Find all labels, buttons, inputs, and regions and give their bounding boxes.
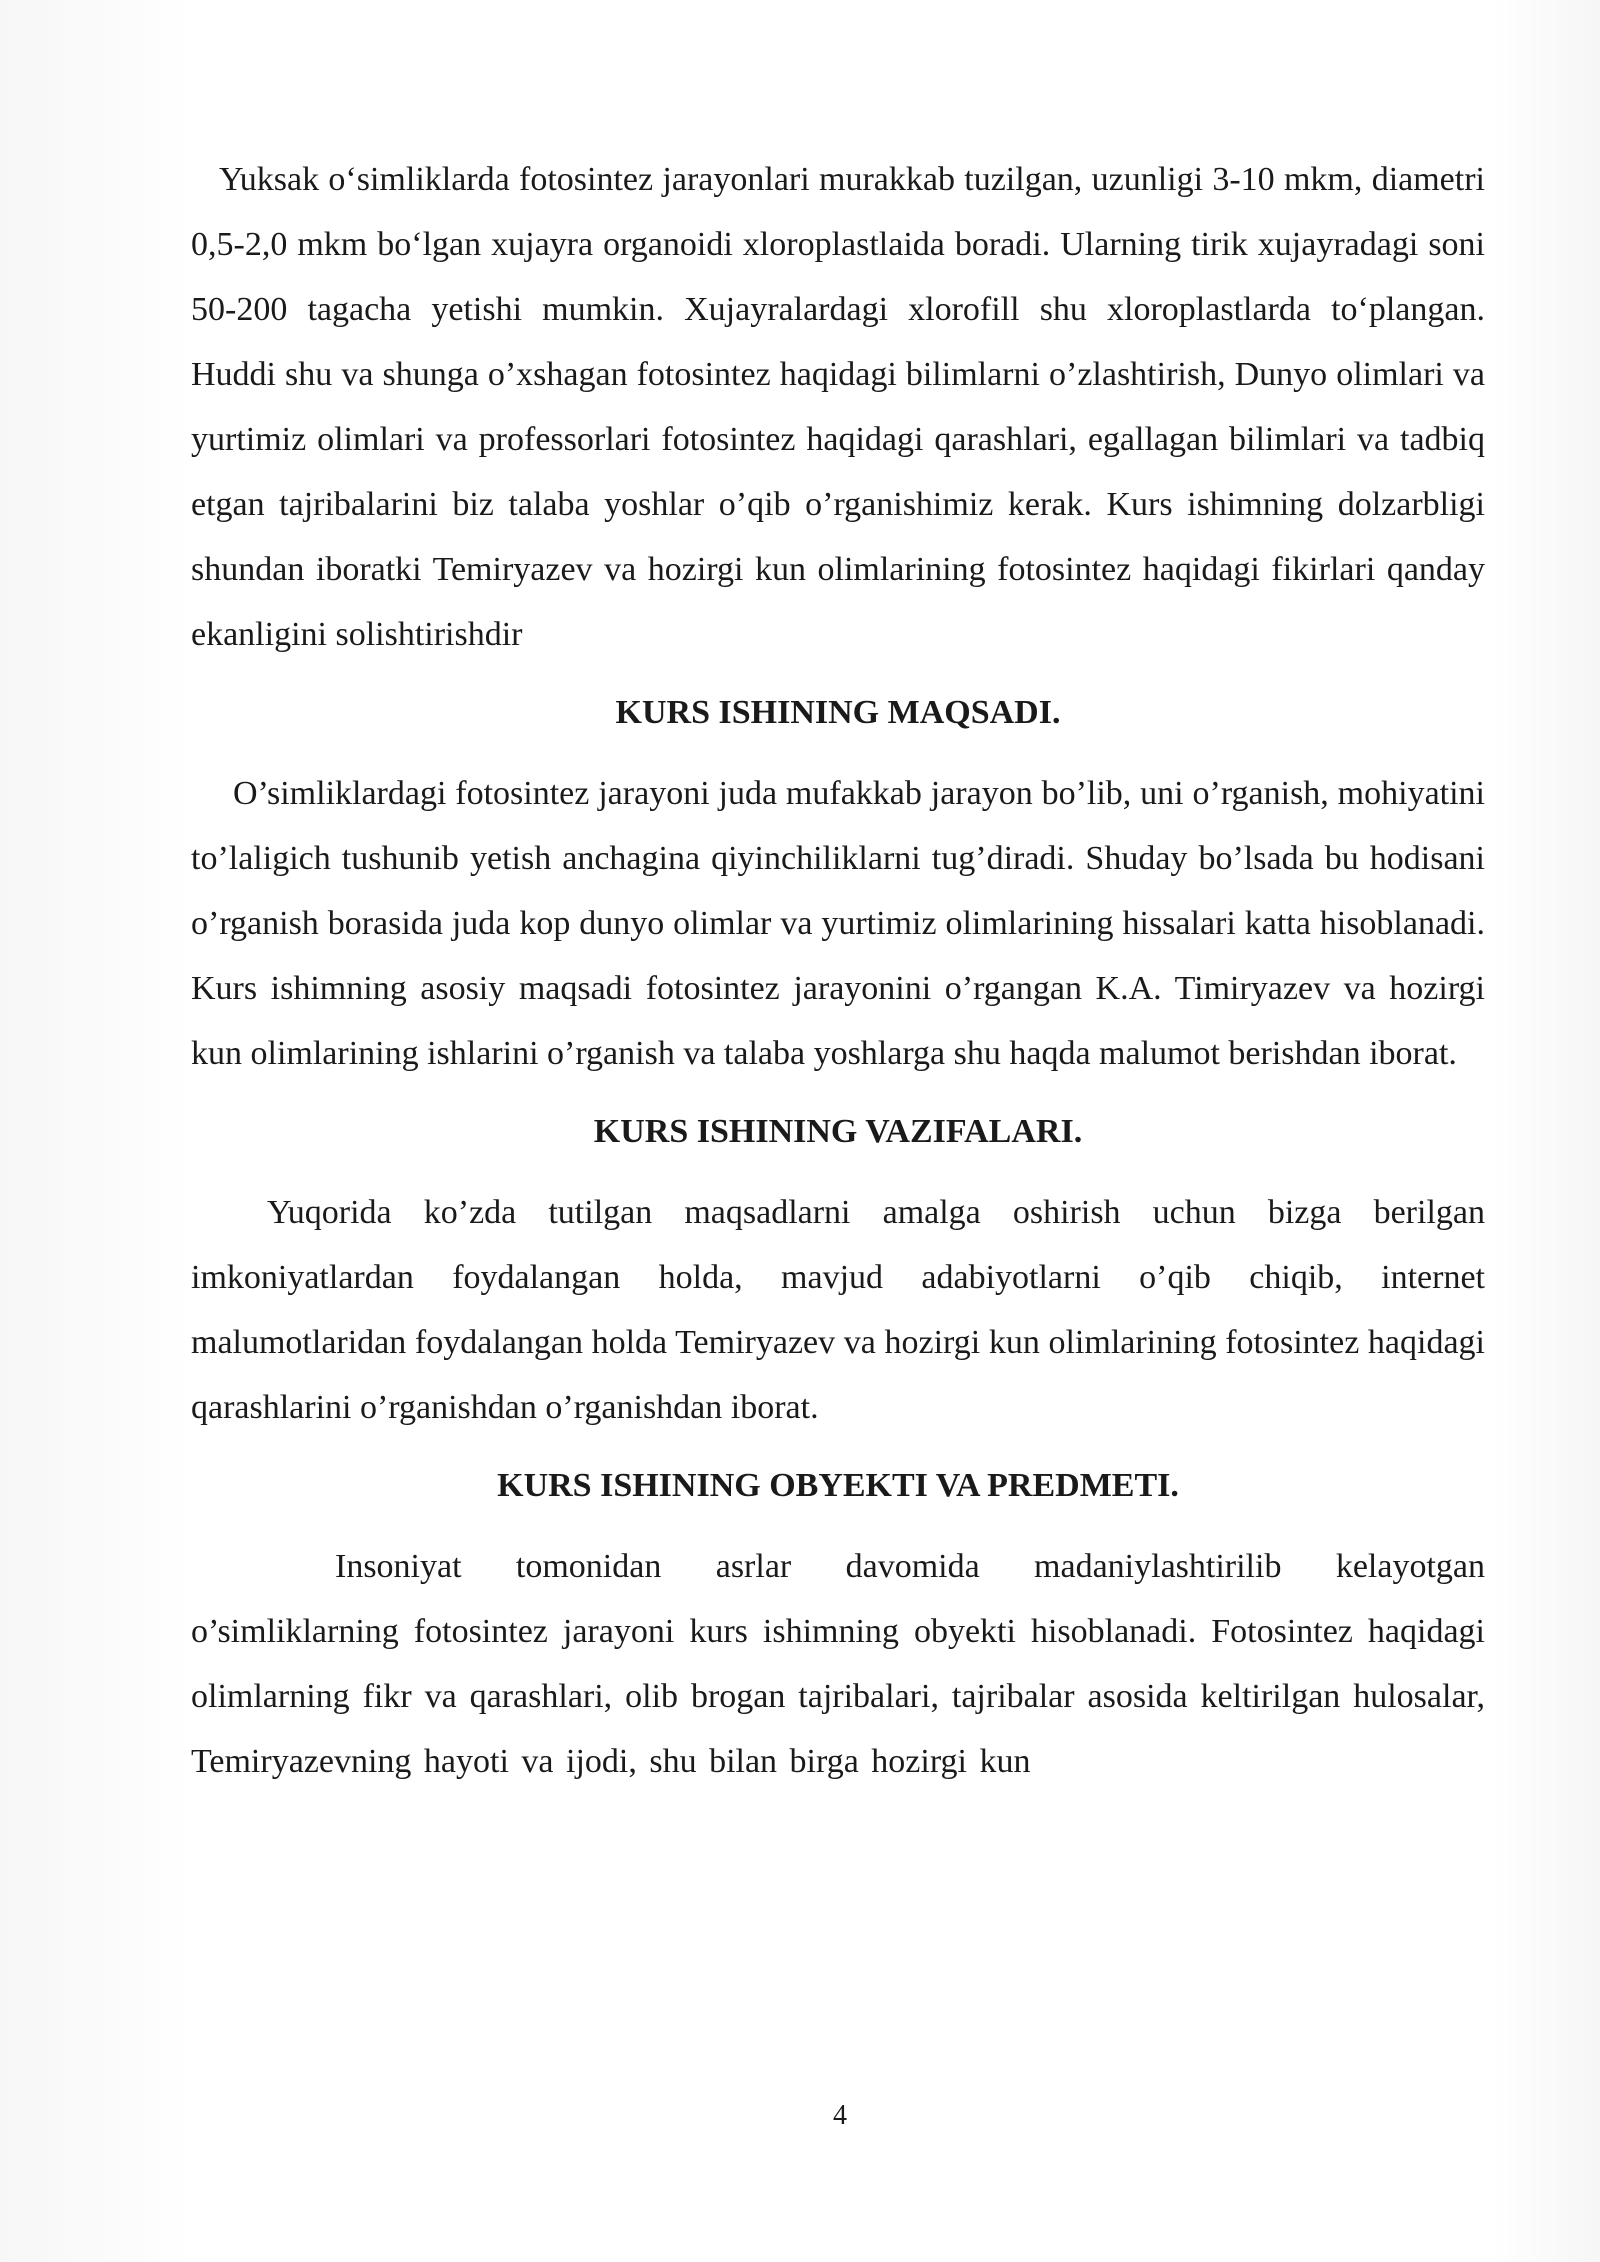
page-edge-shadow-left [0, 0, 190, 2262]
heading-maqsadi: KURS ISHINING MAQSADI. [615, 694, 1061, 731]
heading-vazifalari: KURS ISHINING VAZIFALARI. [593, 1113, 1083, 1150]
page-edge-shadow-right [1490, 0, 1600, 2262]
paragraph-obyekti-predmeti: Insoniyat tomonidan asrlar davomida madaniylashtirilib kelayotgan o’simliklarning fotosintez jarayoni kurs ishimning obyekti hisoblanadi. Fotosintez haqidagi olimlarning fikr va qarashlari, olib brogan tajribalari, tajribalar asosida keltirilgan hulosalar, Temiryazevning hayoti va ijodi, shu bilan birga hozirgi kun [191, 1548, 1485, 1780]
page-body [191, 147, 1485, 1794]
heading-obyekti-predmeti: KURS ISHINING OBYEKTI VA PREDMETI. [497, 1467, 1179, 1504]
paragraph-maqsadi: O’simliklardagi fotosintez jarayoni juda mufakkab jarayon bo’lib, uni o’rganish, mohiyatini to’laligich tushunib yetish anchagina qiyinchiliklarni tug’diradi. Shuday bo’lsada bu hodisani o’rganish borasida juda kop dunyo olimlar va yurtimiz olimlarining hissalari katta hisoblanadi. Kurs ishimning asosiy maqsadi fotosintez jarayonini o’rgangan K.A. Timiryazev va hozirgi kun olimlarining ishlarini o’rganish va talaba yoshlarga shu haqda malumot berishdan iborat. [191, 775, 1485, 1072]
paragraph-introduction: Yuksak o‘simliklarda fotosintez jarayonlari murakkab tuzilgan, uzunligi 3-10 mkm, diametri 0,5-2,0 mkm bo‘lgan xujayra organoidi xloroplastlaida boradi. Ularning tirik xujayradagi soni 50-200 tagacha yetishi mumkin. Xujayralardagi xlorofill shu xloroplastlarda to‘plangan. Huddi shu va shunga o’xshagan fotosintez haqidagi bilimlarni o’zlashtirish, Dunyo olimlari va yurtimiz olimlari va professorlari fotosintez haqidagi qarashlari, egallagan bilimlari va tadbiq etgan tajribalarini biz talaba yoshlar o’qib o’rganishimiz kerak. Kurs ishimning dolzarbligi shundan iboratki Temiryazev va hozirgi kun olimlarining fotosintez haqidagi fikirlari qanday ekanligini solishtirishdir [191, 161, 1485, 653]
page-number: 4 [833, 2100, 847, 2131]
paragraph-vazifalari: Yuqorida ko’zda tutilgan maqsadlarni amalga oshirish uchun bizga berilgan imkoniyatlardan foydalangan holda, mavjud adabiyotlarni o’qib chiqib, internet malumotlaridan foydalangan holda Temiryazev va hozirgi kun olimlarining fotosintez haqidagi qarashlarini o’rganishdan o’rganishdan iborat. [191, 1194, 1485, 1426]
